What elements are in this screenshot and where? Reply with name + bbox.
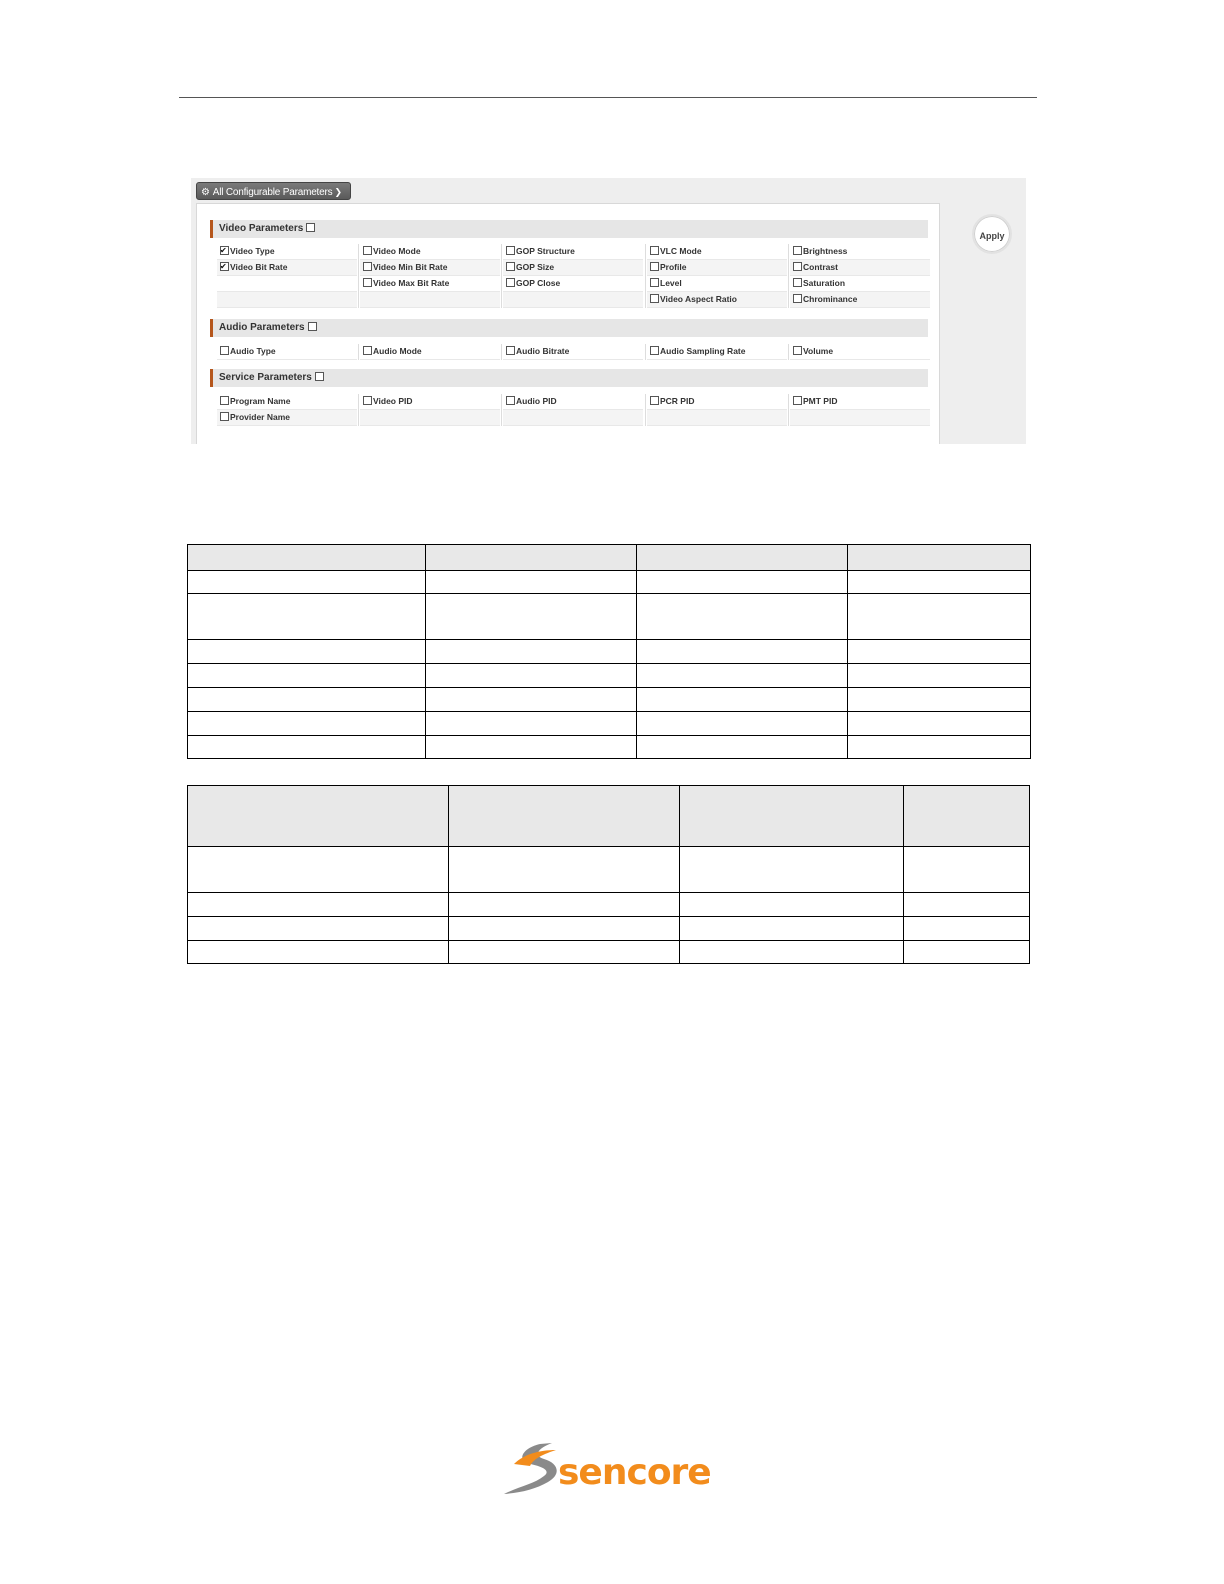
param-pcr-pid bbox=[647, 394, 787, 410]
table-row bbox=[188, 640, 1031, 664]
param-label: Audio Mode bbox=[373, 346, 422, 356]
param-label: Contrast bbox=[803, 262, 838, 272]
column-divider bbox=[358, 394, 359, 410]
audio-type-checkbox[interactable] bbox=[220, 346, 229, 355]
gop-structure-checkbox[interactable] bbox=[506, 246, 515, 255]
service-parameters-header bbox=[210, 369, 928, 387]
column-divider bbox=[501, 410, 502, 426]
column-divider bbox=[358, 344, 359, 360]
table-row bbox=[188, 688, 1031, 712]
param-audio-sampling-rate bbox=[647, 344, 787, 360]
empty-param-cell bbox=[217, 292, 357, 308]
table-row bbox=[188, 847, 1030, 893]
table-row bbox=[188, 736, 1031, 759]
param-label: Profile bbox=[660, 262, 687, 272]
parameters-panel bbox=[196, 203, 940, 444]
chevron-down-icon: ❯ bbox=[334, 187, 342, 197]
column-divider bbox=[501, 394, 502, 410]
param-video-min-bit-rate bbox=[360, 260, 500, 276]
saturation-checkbox[interactable] bbox=[793, 278, 802, 287]
param-label: PCR PID bbox=[660, 396, 695, 406]
param-label: Audio PID bbox=[516, 396, 557, 406]
table-row bbox=[188, 594, 1031, 640]
table-header-row bbox=[188, 786, 1030, 847]
param-video-max-bit-rate bbox=[360, 276, 500, 292]
param-video-bit-rate bbox=[217, 260, 357, 276]
apply-button[interactable]: Apply bbox=[972, 214, 1012, 254]
param-video-pid bbox=[360, 394, 500, 410]
contrast-checkbox[interactable] bbox=[793, 262, 802, 271]
param-program-name bbox=[217, 394, 357, 410]
chrominance-checkbox[interactable] bbox=[793, 294, 802, 303]
video-aspect-ratio-checkbox[interactable] bbox=[650, 294, 659, 303]
video-min-bit-rate-checkbox[interactable] bbox=[363, 262, 372, 271]
audio-parameters-header bbox=[210, 319, 928, 337]
gear-icon: ⚙ bbox=[201, 187, 210, 198]
table-header-row bbox=[188, 545, 1031, 571]
param-label: GOP Structure bbox=[516, 246, 575, 256]
param-pmt-pid bbox=[790, 394, 930, 410]
audio-bitrate-checkbox[interactable] bbox=[506, 346, 515, 355]
column-divider bbox=[788, 394, 789, 410]
section-title: Audio Parameters bbox=[219, 322, 305, 333]
profile-checkbox[interactable] bbox=[650, 262, 659, 271]
empty-param-cell bbox=[790, 410, 930, 426]
param-label: Level bbox=[660, 278, 682, 288]
empty-param-cell bbox=[217, 276, 357, 292]
param-label: PMT PID bbox=[803, 396, 838, 406]
empty-param-cell bbox=[503, 410, 643, 426]
column-divider bbox=[358, 244, 359, 260]
param-volume bbox=[790, 344, 930, 360]
service-parameters-select-all-checkbox[interactable] bbox=[315, 372, 324, 381]
param-contrast bbox=[790, 260, 930, 276]
column-divider bbox=[358, 260, 359, 276]
param-provider-name bbox=[217, 410, 357, 426]
column-divider bbox=[358, 276, 359, 292]
column-divider bbox=[358, 410, 359, 426]
table-row bbox=[188, 712, 1031, 736]
column-divider bbox=[501, 244, 502, 260]
video-pid-checkbox[interactable] bbox=[363, 396, 372, 405]
column-divider bbox=[788, 410, 789, 426]
column-divider bbox=[645, 410, 646, 426]
param-label: GOP Close bbox=[516, 278, 561, 288]
param-gop-close bbox=[503, 276, 643, 292]
param-gop-structure bbox=[503, 244, 643, 260]
audio-pid-checkbox[interactable] bbox=[506, 396, 515, 405]
param-label: GOP Size bbox=[516, 262, 555, 272]
param-saturation bbox=[790, 276, 930, 292]
param-audio-mode bbox=[360, 344, 500, 360]
pmt-pid-checkbox[interactable] bbox=[793, 396, 802, 405]
param-video-aspect-ratio bbox=[647, 292, 787, 308]
param-label: Video Aspect Ratio bbox=[660, 294, 737, 304]
gop-size-checkbox[interactable] bbox=[506, 262, 515, 271]
param-label: Saturation bbox=[803, 278, 846, 288]
param-label: Brightness bbox=[803, 246, 848, 256]
level-checkbox[interactable] bbox=[650, 278, 659, 287]
column-divider bbox=[788, 276, 789, 292]
param-video-mode bbox=[360, 244, 500, 260]
video-mode-checkbox[interactable] bbox=[363, 246, 372, 255]
table-row bbox=[188, 941, 1030, 964]
program-name-checkbox[interactable] bbox=[220, 396, 229, 405]
table-row bbox=[188, 571, 1031, 594]
param-vlc-mode bbox=[647, 244, 787, 260]
configurable-parameters-screenshot bbox=[191, 178, 1026, 444]
logo-wordmark: sencore bbox=[558, 1452, 711, 1493]
param-gop-size bbox=[503, 260, 643, 276]
provider-name-checkbox[interactable] bbox=[220, 412, 229, 421]
video-bit-rate-checkbox[interactable] bbox=[220, 262, 229, 271]
table-row bbox=[188, 893, 1030, 917]
column-divider bbox=[645, 292, 646, 308]
vlc-mode-checkbox[interactable] bbox=[650, 246, 659, 255]
param-label: Video Min Bit Rate bbox=[373, 262, 448, 272]
table-row bbox=[188, 917, 1030, 941]
param-label: Program Name bbox=[230, 396, 291, 406]
param-label: VLC Mode bbox=[660, 246, 702, 256]
column-divider bbox=[788, 292, 789, 308]
column-divider bbox=[645, 344, 646, 360]
video-type-checkbox[interactable] bbox=[220, 246, 229, 255]
param-brightness bbox=[790, 244, 930, 260]
pcr-pid-checkbox[interactable] bbox=[650, 396, 659, 405]
param-label: Video Bit Rate bbox=[230, 262, 288, 272]
column-divider bbox=[788, 244, 789, 260]
column-divider bbox=[645, 276, 646, 292]
param-label: Video PID bbox=[373, 396, 413, 406]
column-divider bbox=[645, 394, 646, 410]
param-audio-bitrate bbox=[503, 344, 643, 360]
all-configurable-parameters-dropdown[interactable] bbox=[196, 182, 351, 200]
param-audio-pid bbox=[503, 394, 643, 410]
volume-checkbox[interactable] bbox=[793, 346, 802, 355]
parameters-table-1 bbox=[187, 544, 1031, 759]
sencore-logo bbox=[500, 1440, 720, 1500]
parameters-table-2 bbox=[187, 785, 1030, 964]
param-label: Audio Type bbox=[230, 346, 276, 356]
video-parameters-select-all-checkbox[interactable] bbox=[306, 223, 315, 232]
param-label: Video Type bbox=[230, 246, 275, 256]
dropdown-label: All Configurable Parameters bbox=[212, 187, 333, 198]
section-title: Service Parameters bbox=[219, 372, 312, 383]
param-label: Audio Bitrate bbox=[516, 346, 570, 356]
param-video-type bbox=[217, 244, 357, 260]
audio-mode-checkbox[interactable] bbox=[363, 346, 372, 355]
empty-param-cell bbox=[360, 292, 500, 308]
param-label: Provider Name bbox=[230, 412, 290, 422]
gop-close-checkbox[interactable] bbox=[506, 278, 515, 287]
param-label: Volume bbox=[803, 346, 834, 356]
param-label: Audio Sampling Rate bbox=[660, 346, 746, 356]
column-divider bbox=[645, 244, 646, 260]
param-chrominance bbox=[790, 292, 930, 308]
video-parameters-header bbox=[210, 220, 928, 238]
column-divider bbox=[501, 344, 502, 360]
column-divider bbox=[788, 344, 789, 360]
param-profile bbox=[647, 260, 787, 276]
param-level bbox=[647, 276, 787, 292]
column-divider bbox=[788, 260, 789, 276]
header-rule bbox=[179, 97, 1037, 98]
column-divider bbox=[501, 292, 502, 308]
section-title: Video Parameters bbox=[219, 223, 304, 234]
column-divider bbox=[645, 260, 646, 276]
audio-parameters-select-all-checkbox[interactable] bbox=[308, 322, 317, 331]
param-label: Video Mode bbox=[373, 246, 421, 256]
column-divider bbox=[358, 292, 359, 308]
audio-sampling-rate-checkbox[interactable] bbox=[650, 346, 659, 355]
param-label: Video Max Bit Rate bbox=[373, 278, 450, 288]
empty-param-cell bbox=[360, 410, 500, 426]
param-label: Chrominance bbox=[803, 294, 858, 304]
empty-param-cell bbox=[647, 410, 787, 426]
empty-param-cell bbox=[503, 292, 643, 308]
column-divider bbox=[501, 260, 502, 276]
table-row bbox=[188, 664, 1031, 688]
brightness-checkbox[interactable] bbox=[793, 246, 802, 255]
param-audio-type bbox=[217, 344, 357, 360]
column-divider bbox=[501, 276, 502, 292]
video-max-bit-rate-checkbox[interactable] bbox=[363, 278, 372, 287]
